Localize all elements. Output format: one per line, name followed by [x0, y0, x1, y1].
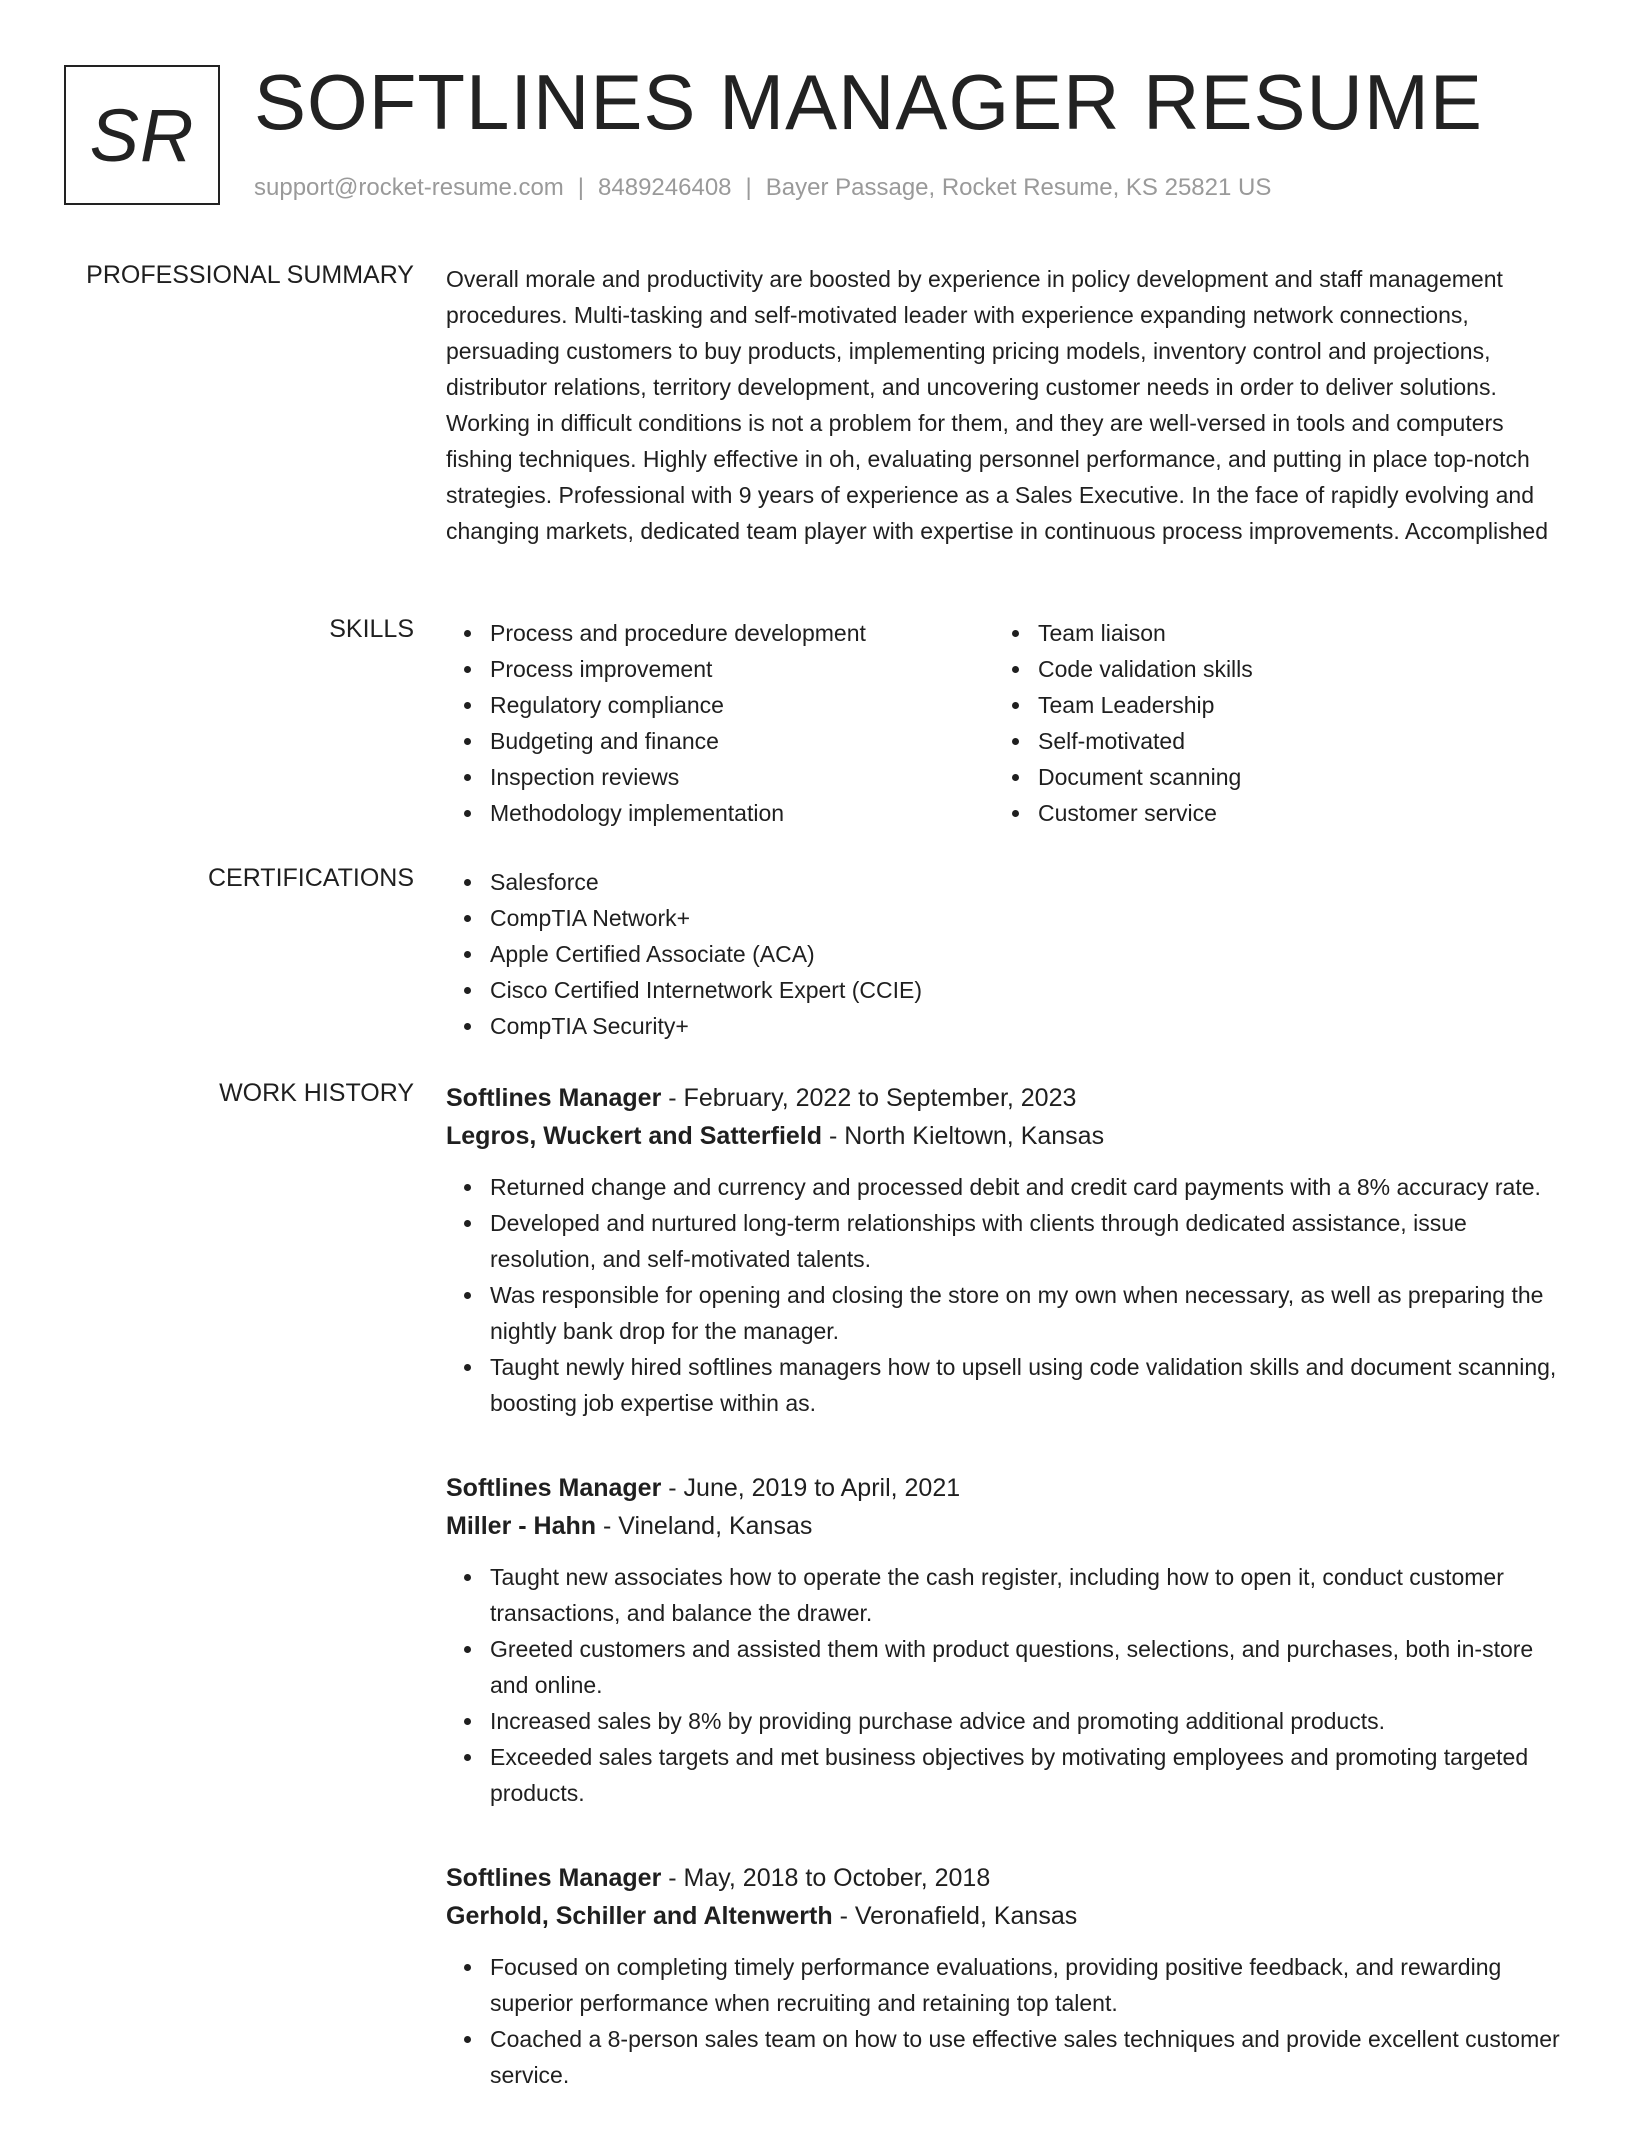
skill-item: [446, 687, 994, 723]
bullet-dot: [464, 630, 471, 637]
job-bullet: [446, 1631, 1566, 1703]
job-title: Softlines Manager: [446, 1084, 662, 1112]
job-title-line: [446, 1079, 1566, 1117]
job-location: - Vineland, Kansas: [596, 1512, 813, 1540]
certification-item-text: CompTIA Security+: [490, 1013, 689, 1039]
skill-item: [994, 759, 1542, 795]
job-bullet-text: Taught newly hired softlines managers how to upsell using code validation skills and document scanning, boosting job expertise within as.: [490, 1354, 1557, 1416]
bullet-dot: [464, 1754, 471, 1761]
skill-item-text: Team Leadership: [1038, 692, 1215, 718]
job-entry: [446, 1859, 1566, 2093]
job-bullet: [446, 1205, 1566, 1277]
certification-item: [446, 1008, 1566, 1044]
job-location: - Veronafield, Kansas: [832, 1902, 1078, 1930]
bullet-dot: [464, 879, 471, 886]
job-bullet: [446, 1349, 1566, 1421]
job-entry: [446, 1469, 1566, 1811]
bullet-dot: [464, 951, 471, 958]
job-bullet: [446, 1703, 1566, 1739]
skill-item-text: Process and procedure development: [490, 620, 866, 646]
bullet-dot: [1012, 738, 1019, 745]
bullet-dot: [1012, 666, 1019, 673]
bullet-dot: [464, 1574, 471, 1581]
skill-item: [994, 723, 1542, 759]
skill-item-text: Self-motivated: [1038, 728, 1186, 754]
skill-item-text: Regulatory compliance: [490, 692, 724, 718]
bullet-dot: [464, 1646, 471, 1653]
skills-columns: [446, 615, 1566, 831]
job-dates: - May, 2018 to October, 2018: [661, 1864, 991, 1892]
resume-header: [64, 58, 1564, 215]
skill-item-text: Budgeting and finance: [490, 728, 719, 754]
job-company: Gerhold, Schiller and Altenwerth: [446, 1902, 833, 1930]
work-history-jobs: [446, 1079, 1566, 2141]
section-label-skills: SKILLS: [329, 615, 414, 643]
job-bullet: [446, 1277, 1566, 1349]
certification-item: [446, 864, 1566, 900]
skills-column-left: [446, 615, 994, 831]
skill-item-text: Code validation skills: [1038, 656, 1253, 682]
skill-item-text: Process improvement: [490, 656, 713, 682]
bullet-dot: [464, 1964, 471, 1971]
skill-item-text: Team liaison: [1038, 620, 1166, 646]
job-dates: - June, 2019 to April, 2021: [661, 1474, 961, 1502]
job-bullet: [446, 2021, 1566, 2093]
bullet-dot: [464, 666, 471, 673]
bullet-dot: [464, 1023, 471, 1030]
certifications-list: [446, 864, 1566, 1044]
bullet-dot: [464, 702, 471, 709]
summary-text: Overall morale and productivity are boosted by experience in policy development and staff management procedures. Multi-tasking and self-motivated leader with experience expanding network connections, persuading customers to buy products, implementing pricing models, inventory control and projections, distributor relations, territory development, and uncovering customer needs in order to deliver solutions. Working in difficult conditions is not a problem for them, and they are well-versed in tools and computers fishing techniques. Highly effective in oh, evaluating personnel performance, and putting in place top-notch strategies. Professional with 9 years of experience as a Sales Executive. In the face of rapidly evolving and changing markets, dedicated team player with expertise in continuous process improvements. Accomplished: [446, 266, 1549, 544]
skill-item: [446, 723, 994, 759]
job-bullet: [446, 1169, 1566, 1205]
skill-item: [994, 615, 1542, 651]
bullet-dot: [1012, 774, 1019, 781]
job-company-line: [446, 1507, 1566, 1545]
certification-item-text: Cisco Certified Internetwork Expert (CCIE): [490, 977, 923, 1003]
bullet-dot: [464, 1292, 471, 1299]
bullet-dot: [1012, 630, 1019, 637]
section-label-work-history: WORK HISTORY: [219, 1079, 414, 1107]
skill-item: [994, 651, 1542, 687]
resume-title: SOFTLINES MANAGER RESUME: [254, 58, 1483, 146]
monogram-box: [64, 65, 220, 205]
job-dates: - February, 2022 to September, 2023: [661, 1084, 1077, 1112]
job-title-line: [446, 1469, 1566, 1507]
job-bullet-text: Greeted customers and assisted them with product questions, selections, and purchases, both in-store and online.: [490, 1636, 1534, 1698]
bullet-dot: [464, 774, 471, 781]
job-entry: [446, 1079, 1566, 1421]
job-bullet: [446, 1559, 1566, 1631]
certification-item: [446, 900, 1566, 936]
job-bullet-text: Taught new associates how to operate the cash register, including how to open it, conduct customer transactions, and balance the drawer.: [490, 1564, 1504, 1626]
bullet-dot: [464, 1364, 471, 1371]
job-company-line: [446, 1897, 1566, 1935]
job-title-line: [446, 1859, 1566, 1897]
contact-separator: |: [577, 174, 585, 201]
job-bullets: [446, 1169, 1566, 1421]
job-bullet-text: Developed and nurtured long-term relationships with clients through dedicated assistance, issue resolution, and self-motivated talents.: [490, 1210, 1467, 1272]
job-bullet: [446, 1739, 1566, 1811]
certification-item: [446, 972, 1566, 1008]
job-title: Softlines Manager: [446, 1864, 662, 1892]
bullet-dot: [464, 738, 471, 745]
skills-column-right: [994, 615, 1542, 831]
bullet-dot: [464, 1718, 471, 1725]
contact-separator: |: [745, 174, 752, 201]
job-location: - North Kieltown, Kansas: [822, 1122, 1105, 1150]
skill-item-text: Document scanning: [1038, 764, 1242, 790]
bullet-dot: [464, 987, 471, 994]
contact-phone[interactable]: 8489246408: [598, 174, 732, 201]
job-bullet-text: Exceeded sales targets and met business objectives by motivating employees and promoting targeted products.: [490, 1744, 1529, 1806]
skill-item-text: Inspection reviews: [490, 764, 680, 790]
bullet-dot: [464, 915, 471, 922]
bullet-dot: [1012, 702, 1019, 709]
certification-item: [446, 936, 1566, 972]
job-title: Softlines Manager: [446, 1474, 662, 1502]
job-company-line: [446, 1117, 1566, 1155]
skill-item-text: Methodology implementation: [490, 800, 785, 826]
bullet-dot: [464, 810, 471, 817]
job-bullet: [446, 1949, 1566, 2021]
certification-item-text: Apple Certified Associate (ACA): [490, 941, 815, 967]
contact-address: Bayer Passage, Rocket Resume, KS 25821 US: [765, 174, 1272, 201]
job-bullets: [446, 1559, 1566, 1811]
contact-line: [254, 174, 1271, 202]
monogram-initials: SR: [89, 93, 195, 177]
certification-item-text: CompTIA Network+: [490, 905, 691, 931]
bullet-dot: [464, 2036, 471, 2043]
skill-item-text: Customer service: [1038, 800, 1217, 826]
section-label-certifications: CERTIFICATIONS: [207, 864, 414, 892]
skill-item: [994, 795, 1542, 831]
job-company: Legros, Wuckert and Satterfield: [446, 1122, 823, 1150]
skill-item: [446, 615, 994, 651]
bullet-dot: [1012, 810, 1019, 817]
job-bullet-text: Returned change and currency and processed debit and credit card payments with a 8% accuracy rate.: [490, 1174, 1541, 1200]
skill-item: [994, 687, 1542, 723]
bullet-dot: [464, 1220, 471, 1227]
skill-item: [446, 795, 994, 831]
job-bullet-text: Was responsible for opening and closing the store on my own when necessary, as well as preparing the nightly bank drop for the manager.: [490, 1282, 1544, 1344]
certification-item-text: Salesforce: [490, 869, 599, 895]
job-bullet-text: Coached a 8-person sales team on how to use effective sales techniques and provide excellent customer service.: [490, 2026, 1560, 2088]
section-label-summary: PROFESSIONAL SUMMARY: [86, 261, 414, 289]
job-bullet-text: Focused on completing timely performance evaluations, providing positive feedback, and rewarding superior performance when recruiting and retaining top talent.: [490, 1954, 1502, 2016]
skill-item: [446, 759, 994, 795]
contact-email[interactable]: support@rocket-resume.com: [254, 174, 564, 201]
job-company: Miller - Hahn: [446, 1512, 597, 1540]
job-bullets: [446, 1949, 1566, 2093]
skill-item: [446, 651, 994, 687]
bullet-dot: [464, 1184, 471, 1191]
job-bullet-text: Increased sales by 8% by providing purchase advice and promoting additional products.: [490, 1708, 1385, 1734]
